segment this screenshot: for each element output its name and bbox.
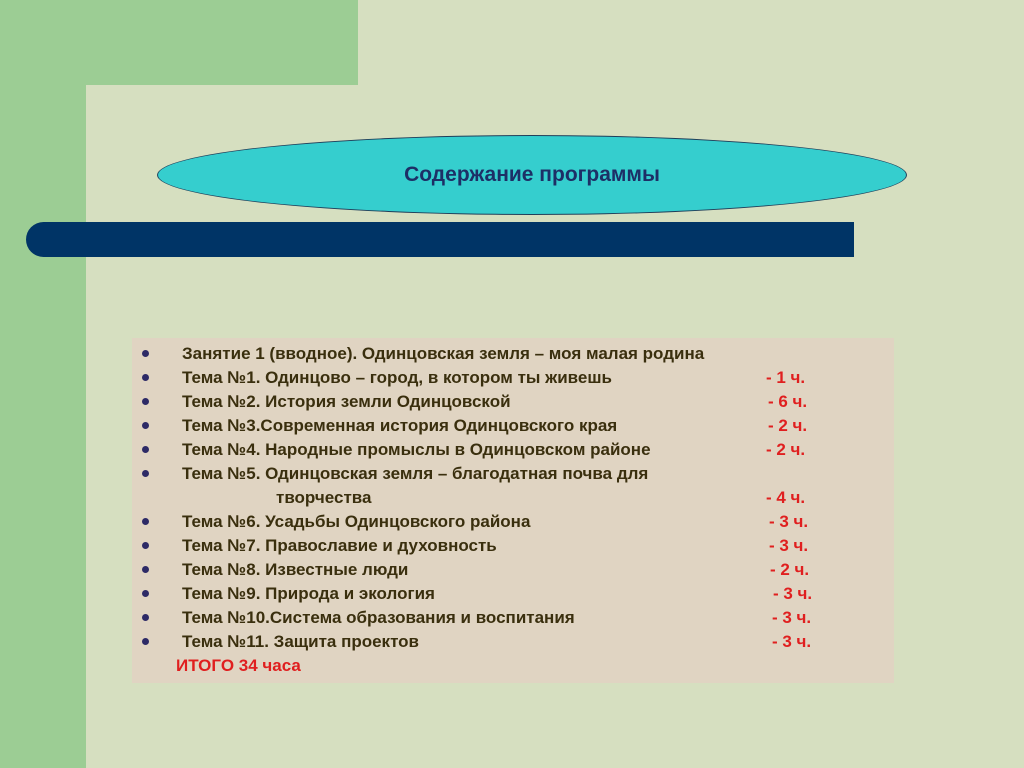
item-hours: - 2 ч. bbox=[768, 416, 808, 435]
item-hours: - 6 ч. bbox=[768, 392, 808, 411]
bullet-icon bbox=[142, 566, 149, 573]
item-hours: - 1 ч. bbox=[766, 368, 806, 387]
item-hours: - 4 ч. bbox=[766, 488, 806, 507]
item-text: Тема №7. Православие и духовность bbox=[182, 536, 497, 555]
item-hours: - 3 ч. bbox=[772, 608, 812, 627]
decor-navy-bar bbox=[26, 222, 854, 257]
bullet-icon bbox=[142, 398, 149, 405]
bullet-icon bbox=[142, 518, 149, 525]
bullet-icon bbox=[142, 590, 149, 597]
bullet-icon bbox=[142, 470, 149, 477]
bullet-icon bbox=[142, 446, 149, 453]
item-text: Тема №4. Народные промыслы в Одинцовском районе bbox=[182, 440, 651, 459]
item-hours: - 2 ч. bbox=[766, 440, 806, 459]
item-text: Занятие 1 (вводное). Одинцовская земля – моя малая родина bbox=[182, 344, 705, 363]
bullet-icon bbox=[142, 422, 149, 429]
bullet-icon bbox=[142, 374, 149, 381]
item-text: Тема №1. Одинцово – город, в котором ты живешь bbox=[182, 368, 612, 387]
bullet-icon bbox=[142, 542, 149, 549]
item-hours: - 2 ч. bbox=[770, 560, 810, 579]
title-ellipse bbox=[157, 135, 907, 215]
item-text: Тема №11. Защита проектов bbox=[182, 632, 420, 651]
item-text: Тема №3.Современная история Одинцовского края bbox=[182, 416, 618, 435]
item-hours: - 3 ч. bbox=[773, 584, 813, 603]
bullet-icon bbox=[142, 638, 149, 645]
item-hours: - 3 ч. bbox=[769, 512, 809, 531]
bullet-icon bbox=[142, 350, 149, 357]
item-text: Тема №2. История земли Одинцовской bbox=[182, 392, 511, 411]
item-hours: - 3 ч. bbox=[769, 536, 809, 555]
item-text: Тема №9. Природа и экология bbox=[182, 584, 435, 603]
bullet-icon bbox=[142, 614, 149, 621]
total-hours: ИТОГО 34 часа bbox=[176, 656, 301, 675]
decor-green-left bbox=[0, 0, 86, 768]
slide-title: Содержание программы bbox=[404, 163, 660, 186]
item-hours: - 3 ч. bbox=[772, 632, 812, 651]
item-text: Тема №5. Одинцовская земля – благодатная почва для bbox=[182, 464, 649, 483]
program-content-box bbox=[132, 338, 894, 683]
item-text: творчества bbox=[276, 488, 372, 507]
item-text: Тема №6. Усадьбы Одинцовского района bbox=[182, 512, 531, 531]
item-text: Тема №8. Известные люди bbox=[182, 560, 409, 579]
item-text: Тема №10.Система образования и воспитания bbox=[182, 608, 575, 627]
